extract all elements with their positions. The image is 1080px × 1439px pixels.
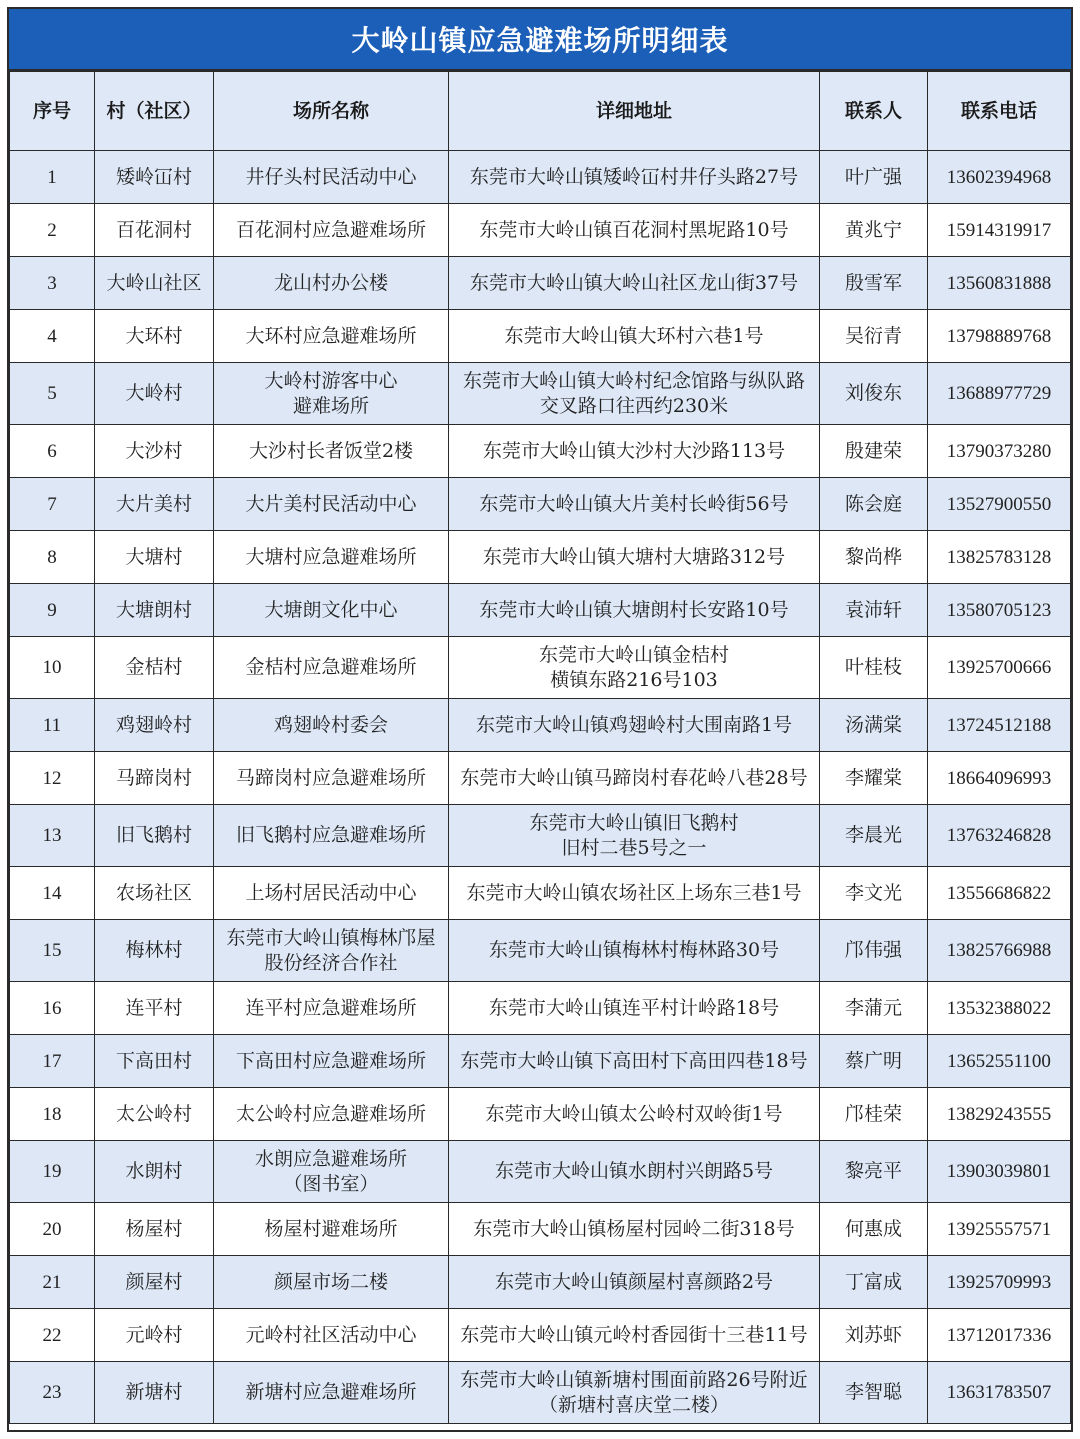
cell-village: 大岭山社区	[95, 257, 214, 310]
cell-name: 新塘村应急避难场所	[214, 1362, 449, 1424]
cell-no: 8	[10, 531, 95, 584]
cell-no: 16	[10, 982, 95, 1035]
cell-phone: 13580705123	[928, 584, 1071, 637]
cell-name: 金桔村应急避难场所	[214, 637, 449, 699]
cell-address: 东莞市大岭山镇杨屋村园岭二街318号	[449, 1203, 820, 1256]
cell-phone: 13903039801	[928, 1141, 1071, 1203]
cell-name: 马蹄岗村应急避难场所	[214, 752, 449, 805]
cell-village: 梅林村	[95, 920, 214, 982]
cell-name: 大沙村长者饭堂2楼	[214, 425, 449, 478]
table-row	[10, 867, 1071, 920]
table-row	[10, 584, 1071, 637]
cell-contact: 殷建荣	[820, 425, 928, 478]
table-row	[10, 982, 1071, 1035]
cell-no: 3	[10, 257, 95, 310]
cell-contact: 黎尚桦	[820, 531, 928, 584]
cell-village: 大塘朗村	[95, 584, 214, 637]
cell-contact: 蔡广明	[820, 1035, 928, 1088]
table-row	[10, 1362, 1071, 1424]
cell-contact: 李文光	[820, 867, 928, 920]
cell-contact: 吴衍青	[820, 310, 928, 363]
cell-no: 2	[10, 204, 95, 257]
table-row	[10, 478, 1071, 531]
cell-address: 东莞市大岭山镇大环村六巷1号	[449, 310, 820, 363]
cell-name: 杨屋村避难场所	[214, 1203, 449, 1256]
cell-no: 17	[10, 1035, 95, 1088]
cell-no: 21	[10, 1256, 95, 1309]
cell-name: 大塘朗文化中心	[214, 584, 449, 637]
cell-phone: 15914319917	[928, 204, 1071, 257]
cell-phone: 13652551100	[928, 1035, 1071, 1088]
cell-phone: 13925700666	[928, 637, 1071, 699]
cell-no: 18	[10, 1088, 95, 1141]
cell-contact: 李智聪	[820, 1362, 928, 1424]
cell-address: 东莞市大岭山镇连平村计岭路18号	[449, 982, 820, 1035]
table-row	[10, 1309, 1071, 1362]
cell-address: 东莞市大岭山镇矮岭冚村井仔头路27号	[449, 151, 820, 204]
cell-no: 4	[10, 310, 95, 363]
cell-name: 连平村应急避难场所	[214, 982, 449, 1035]
cell-village: 马蹄岗村	[95, 752, 214, 805]
cell-phone: 13825766988	[928, 920, 1071, 982]
cell-contact: 叶广强	[820, 151, 928, 204]
cell-name: 大片美村民活动中心	[214, 478, 449, 531]
table-row	[10, 752, 1071, 805]
header-no: 序号	[10, 72, 95, 151]
cell-no: 22	[10, 1309, 95, 1362]
header-contact: 联系人	[820, 72, 928, 151]
cell-phone: 13602394968	[928, 151, 1071, 204]
table-row	[10, 1256, 1071, 1309]
cell-phone: 13532388022	[928, 982, 1071, 1035]
cell-name: 上场村居民活动中心	[214, 867, 449, 920]
cell-contact: 汤满棠	[820, 699, 928, 752]
table-row	[10, 310, 1071, 363]
cell-address: 东莞市大岭山镇大岭山社区龙山街37号	[449, 257, 820, 310]
table-row	[10, 1088, 1071, 1141]
cell-contact: 丁富成	[820, 1256, 928, 1309]
cell-village: 旧飞鹅村	[95, 805, 214, 867]
cell-contact: 黎亮平	[820, 1141, 928, 1203]
cell-contact: 刘俊东	[820, 363, 928, 425]
cell-village: 下高田村	[95, 1035, 214, 1088]
cell-name: 井仔头村民活动中心	[214, 151, 449, 204]
cell-village: 连平村	[95, 982, 214, 1035]
table-row	[10, 1141, 1071, 1203]
cell-village: 太公岭村	[95, 1088, 214, 1141]
cell-name: 鸡翅岭村委会	[214, 699, 449, 752]
cell-phone: 13829243555	[928, 1088, 1071, 1141]
cell-contact: 叶桂枝	[820, 637, 928, 699]
cell-no: 15	[10, 920, 95, 982]
cell-phone: 13712017336	[928, 1309, 1071, 1362]
cell-name: 下高田村应急避难场所	[214, 1035, 449, 1088]
cell-address: 东莞市大岭山镇水朗村兴朗路5号	[449, 1141, 820, 1203]
table-row	[10, 805, 1071, 867]
table-row	[10, 920, 1071, 982]
table-row	[10, 637, 1071, 699]
cell-contact: 李晨光	[820, 805, 928, 867]
cell-contact: 袁沛轩	[820, 584, 928, 637]
cell-address: 东莞市大岭山镇鸡翅岭村大围南路1号	[449, 699, 820, 752]
cell-village: 颜屋村	[95, 1256, 214, 1309]
cell-phone: 13527900550	[928, 478, 1071, 531]
cell-address: 东莞市大岭山镇马蹄岗村春花岭八巷28号	[449, 752, 820, 805]
cell-village: 杨屋村	[95, 1203, 214, 1256]
cell-name: 龙山村办公楼	[214, 257, 449, 310]
cell-village: 金桔村	[95, 637, 214, 699]
cell-no: 6	[10, 425, 95, 478]
header-row	[10, 72, 1071, 151]
cell-phone: 13798889768	[928, 310, 1071, 363]
cell-no: 7	[10, 478, 95, 531]
table-row	[10, 1035, 1071, 1088]
cell-address: 东莞市大岭山镇新塘村围面前路26号附近 （新塘村喜庆堂二楼）	[449, 1362, 820, 1424]
cell-no: 11	[10, 699, 95, 752]
cell-address: 东莞市大岭山镇梅林村梅林路30号	[449, 920, 820, 982]
shelter-table-document	[7, 7, 1073, 1432]
cell-name: 太公岭村应急避难场所	[214, 1088, 449, 1141]
cell-village: 农场社区	[95, 867, 214, 920]
table-body	[10, 151, 1071, 1424]
cell-address: 东莞市大岭山镇颜屋村喜颜路2号	[449, 1256, 820, 1309]
cell-address: 东莞市大岭山镇大沙村大沙路113号	[449, 425, 820, 478]
cell-contact: 邝伟强	[820, 920, 928, 982]
cell-name: 水朗应急避难场所 （图书室）	[214, 1141, 449, 1203]
table-row	[10, 363, 1071, 425]
cell-no: 20	[10, 1203, 95, 1256]
cell-phone: 13631783507	[928, 1362, 1071, 1424]
table-row	[10, 257, 1071, 310]
cell-phone: 13560831888	[928, 257, 1071, 310]
cell-no: 23	[10, 1362, 95, 1424]
cell-village: 大片美村	[95, 478, 214, 531]
header-village: 村（社区）	[95, 72, 214, 151]
table-row	[10, 531, 1071, 584]
header-name: 场所名称	[214, 72, 449, 151]
cell-address: 东莞市大岭山镇太公岭村双岭街1号	[449, 1088, 820, 1141]
cell-phone: 13724512188	[928, 699, 1071, 752]
cell-phone: 13925709993	[928, 1256, 1071, 1309]
header-address: 详细地址	[449, 72, 820, 151]
cell-no: 1	[10, 151, 95, 204]
cell-contact: 李蒲元	[820, 982, 928, 1035]
table-row	[10, 151, 1071, 204]
cell-no: 5	[10, 363, 95, 425]
cell-contact: 李耀棠	[820, 752, 928, 805]
cell-address: 东莞市大岭山镇金桔村 横镇东路216号103	[449, 637, 820, 699]
cell-name: 东莞市大岭山镇梅林邝屋 股份经济合作社	[214, 920, 449, 982]
cell-name: 大环村应急避难场所	[214, 310, 449, 363]
cell-village: 水朗村	[95, 1141, 214, 1203]
header-phone: 联系电话	[928, 72, 1071, 151]
shelter-table	[9, 71, 1071, 1424]
table-row	[10, 425, 1071, 478]
table-title: 大岭山镇应急避难场所明细表	[9, 9, 1071, 71]
table-row	[10, 1203, 1071, 1256]
cell-name: 大塘村应急避难场所	[214, 531, 449, 584]
cell-address: 东莞市大岭山镇大岭村纪念馆路与纵队路 交叉路口往西约230米	[449, 363, 820, 425]
cell-address: 东莞市大岭山镇下高田村下高田四巷18号	[449, 1035, 820, 1088]
cell-no: 9	[10, 584, 95, 637]
cell-contact: 何惠成	[820, 1203, 928, 1256]
cell-no: 14	[10, 867, 95, 920]
cell-no: 13	[10, 805, 95, 867]
cell-phone: 13925557571	[928, 1203, 1071, 1256]
cell-village: 鸡翅岭村	[95, 699, 214, 752]
cell-contact: 邝桂荣	[820, 1088, 928, 1141]
cell-name: 颜屋市场二楼	[214, 1256, 449, 1309]
cell-address: 东莞市大岭山镇大塘村大塘路312号	[449, 531, 820, 584]
cell-address: 东莞市大岭山镇农场社区上场东三巷1号	[449, 867, 820, 920]
cell-phone: 13556686822	[928, 867, 1071, 920]
cell-phone: 18664096993	[928, 752, 1071, 805]
cell-name: 元岭村社区活动中心	[214, 1309, 449, 1362]
cell-no: 12	[10, 752, 95, 805]
cell-contact: 刘苏虾	[820, 1309, 928, 1362]
cell-phone: 13763246828	[928, 805, 1071, 867]
cell-address: 东莞市大岭山镇元岭村香园街十三巷11号	[449, 1309, 820, 1362]
cell-no: 19	[10, 1141, 95, 1203]
cell-address: 东莞市大岭山镇大塘朗村长安路10号	[449, 584, 820, 637]
cell-contact: 黄兆宁	[820, 204, 928, 257]
table-row	[10, 699, 1071, 752]
cell-address: 东莞市大岭山镇旧飞鹅村 旧村二巷5号之一	[449, 805, 820, 867]
cell-village: 大塘村	[95, 531, 214, 584]
cell-village: 新塘村	[95, 1362, 214, 1424]
cell-village: 大岭村	[95, 363, 214, 425]
cell-address: 东莞市大岭山镇百花洞村黑坭路10号	[449, 204, 820, 257]
cell-name: 旧飞鹅村应急避难场所	[214, 805, 449, 867]
cell-no: 10	[10, 637, 95, 699]
cell-name: 百花洞村应急避难场所	[214, 204, 449, 257]
cell-village: 大沙村	[95, 425, 214, 478]
cell-name: 大岭村游客中心 避难场所	[214, 363, 449, 425]
cell-village: 矮岭冚村	[95, 151, 214, 204]
table-row	[10, 204, 1071, 257]
cell-village: 百花洞村	[95, 204, 214, 257]
cell-village: 大环村	[95, 310, 214, 363]
cell-phone: 13688977729	[928, 363, 1071, 425]
cell-address: 东莞市大岭山镇大片美村长岭街56号	[449, 478, 820, 531]
cell-phone: 13790373280	[928, 425, 1071, 478]
cell-village: 元岭村	[95, 1309, 214, 1362]
cell-contact: 殷雪军	[820, 257, 928, 310]
cell-phone: 13825783128	[928, 531, 1071, 584]
cell-contact: 陈会庭	[820, 478, 928, 531]
